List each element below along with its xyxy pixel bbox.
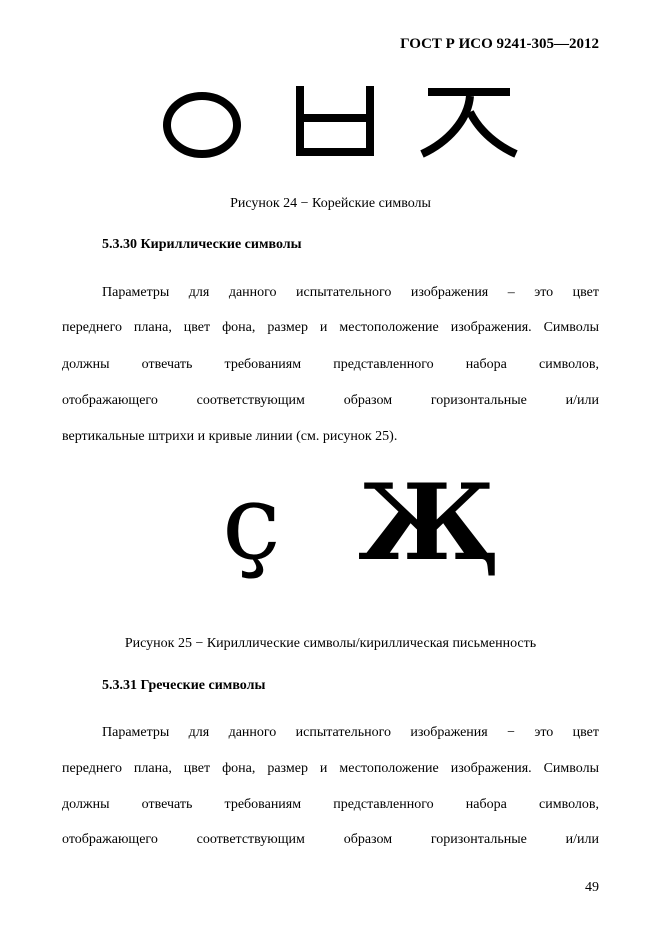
figure-25-caption: Рисунок 25 − Кириллические символы/кириллическая письменность (124, 636, 537, 651)
paragraph-line: должны отвечать требованиям представленного набора символов, (62, 357, 599, 372)
section-heading-cyrillic: 5.3.30 Кириллические символы (102, 237, 302, 252)
cyrillic-zhe-descender-glyph: Җ (358, 460, 496, 584)
paragraph-line: переднего плана, цвет фона, размер и местоположение изображения. Символы (62, 320, 599, 335)
paragraph-line: Параметры для данного испытательного изображения − это цвет (102, 725, 599, 740)
page-number: 49 (585, 880, 599, 895)
korean-mieum-glyph (292, 86, 378, 158)
paragraph-line: отображающего соответствующим образом горизонтальные и/или (62, 393, 599, 408)
paragraph-line: переднего плана, цвет фона, размер и местоположение изображения. Символы (62, 761, 599, 776)
paragraph-line: должны отвечать требованиям представленного набора символов, (62, 797, 599, 812)
figure-24-caption: Рисунок 24 − Корейские символы (230, 196, 431, 211)
paragraph-line: отображающего соответствующим образом горизонтальные и/или (62, 832, 599, 847)
korean-ieung-glyph (160, 90, 244, 160)
korean-jieut-glyph (418, 86, 520, 158)
document-header: ГОСТ Р ИСО 9241-305—2012 (400, 36, 599, 52)
paragraph-line: Параметры для данного испытательного изображения – это цвет (102, 285, 599, 300)
section-heading-greek: 5.3.31 Греческие символы (102, 678, 266, 693)
cyrillic-es-descender-glyph: ҫ (222, 461, 281, 583)
paragraph-line: вертикальные штрихи и кривые линии (см. рисунок 25). (62, 429, 398, 444)
